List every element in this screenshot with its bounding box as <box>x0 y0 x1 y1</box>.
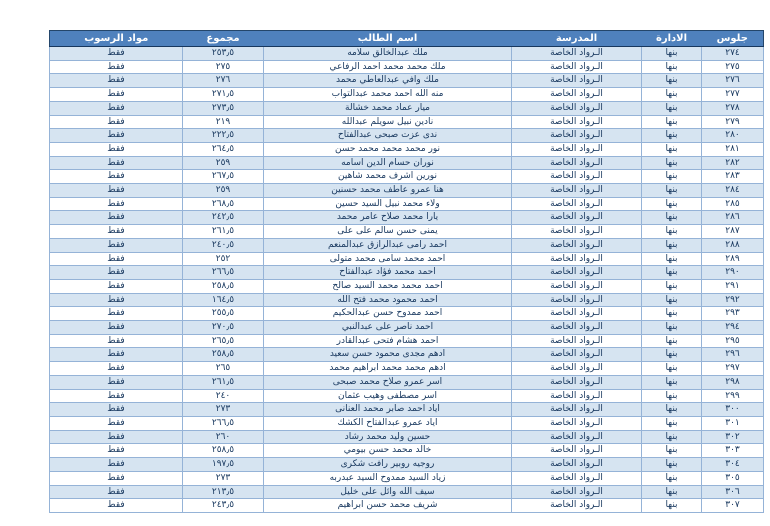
column-header-fail: مواد الرسوب <box>50 31 183 47</box>
cell-fail-subjects: فقط <box>50 47 183 61</box>
cell-total-score: ١٦٤٫٥ <box>183 293 264 307</box>
table-row <box>50 197 764 211</box>
cell-administration: بنها <box>642 485 702 499</box>
cell-school: الـرواد الخاصة <box>512 334 642 348</box>
column-header-school: المدرسة <box>512 31 642 47</box>
table-row <box>50 142 764 156</box>
cell-fail-subjects: فقط <box>50 266 183 280</box>
cell-student-name: احمد ممدوح حسن عبدالحكيم <box>264 307 512 321</box>
column-header-admin: الادارة <box>642 31 702 47</box>
cell-seat-number: ٣٠١ <box>702 416 764 430</box>
table-row <box>50 238 764 252</box>
cell-seat-number: ٢٩٢ <box>702 293 764 307</box>
results-sheet <box>49 30 764 513</box>
cell-seat-number: ٢٨٧ <box>702 225 764 239</box>
cell-seat-number: ٢٩٩ <box>702 389 764 403</box>
cell-fail-subjects: فقط <box>50 101 183 115</box>
table-row <box>50 416 764 430</box>
table-row <box>50 321 764 335</box>
cell-seat-number: ٢٧٤ <box>702 47 764 61</box>
cell-total-score: ٢٧٣٫٥ <box>183 101 264 115</box>
table-row <box>50 471 764 485</box>
cell-fail-subjects: فقط <box>50 485 183 499</box>
cell-seat-number: ٢٩٨ <box>702 375 764 389</box>
cell-fail-subjects: فقط <box>50 348 183 362</box>
cell-student-name: احمد محمود محمد فتح الله <box>264 293 512 307</box>
cell-administration: بنها <box>642 88 702 102</box>
cell-total-score: ٢١٣٫٥ <box>183 485 264 499</box>
cell-seat-number: ٢٨٩ <box>702 252 764 266</box>
cell-school: الـرواد الخاصة <box>512 88 642 102</box>
cell-student-name: نوران حسام الدين اسامه <box>264 156 512 170</box>
cell-administration: بنها <box>642 334 702 348</box>
cell-school: الـرواد الخاصة <box>512 362 642 376</box>
cell-student-name: ندى عزت صبحى عبدالفتاح <box>264 129 512 143</box>
cell-total-score: ٢٥٩ <box>183 156 264 170</box>
cell-seat-number: ٢٩٠ <box>702 266 764 280</box>
cell-administration: بنها <box>642 156 702 170</box>
cell-school: الـرواد الخاصة <box>512 444 642 458</box>
cell-school: الـرواد الخاصة <box>512 101 642 115</box>
cell-student-name: احمد محمد سامى محمد متولى <box>264 252 512 266</box>
cell-seat-number: ٢٩٦ <box>702 348 764 362</box>
cell-total-score: ٢٦٦٫٥ <box>183 416 264 430</box>
cell-administration: بنها <box>642 60 702 74</box>
cell-school: الـرواد الخاصة <box>512 156 642 170</box>
cell-total-score: ٢٤٠٫٥ <box>183 238 264 252</box>
cell-administration: بنها <box>642 307 702 321</box>
cell-seat-number: ٣٠٠ <box>702 403 764 417</box>
cell-total-score: ٢٦٥ <box>183 362 264 376</box>
cell-student-name: شريف محمد حسن ابراهيم <box>264 499 512 513</box>
cell-school: الـرواد الخاصة <box>512 389 642 403</box>
cell-administration: بنها <box>642 416 702 430</box>
table-row <box>50 334 764 348</box>
cell-administration: بنها <box>642 403 702 417</box>
cell-total-score: ١٩٧٫٥ <box>183 458 264 472</box>
cell-fail-subjects: فقط <box>50 88 183 102</box>
cell-school: الـرواد الخاصة <box>512 430 642 444</box>
cell-student-name: احمد رامى عبدالرازق عبدالمنعم <box>264 238 512 252</box>
cell-seat-number: ٢٧٩ <box>702 115 764 129</box>
cell-school: الـرواد الخاصة <box>512 416 642 430</box>
cell-seat-number: ٣٠٤ <box>702 458 764 472</box>
cell-administration: بنها <box>642 266 702 280</box>
cell-administration: بنها <box>642 211 702 225</box>
cell-fail-subjects: فقط <box>50 225 183 239</box>
cell-total-score: ٢٧٠٫٥ <box>183 321 264 335</box>
cell-student-name: زياد السيد ممدوح السيد عبدربه <box>264 471 512 485</box>
cell-seat-number: ٢٧٧ <box>702 88 764 102</box>
cell-total-score: ٢٦٧٫٥ <box>183 170 264 184</box>
cell-seat-number: ٣٠٣ <box>702 444 764 458</box>
table-row <box>50 499 764 513</box>
table-row <box>50 403 764 417</box>
cell-seat-number: ٢٨٤ <box>702 184 764 198</box>
cell-student-name: احمد ناصر على عبدالنبي <box>264 321 512 335</box>
cell-student-name: سيف الله وائل على خليل <box>264 485 512 499</box>
cell-student-name: يمنى حسن سالم على على <box>264 225 512 239</box>
cell-student-name: احمد محمد فؤاد عبدالفتاح <box>264 266 512 280</box>
cell-fail-subjects: فقط <box>50 279 183 293</box>
table-row <box>50 115 764 129</box>
cell-total-score: ٢٧٣ <box>183 403 264 417</box>
results-table-header <box>50 31 764 47</box>
table-row <box>50 444 764 458</box>
cell-total-score: ٢٥٥٫٥ <box>183 307 264 321</box>
cell-school: الـرواد الخاصة <box>512 485 642 499</box>
cell-student-name: ملك وافي عبدالعاطي محمد <box>264 74 512 88</box>
table-row <box>50 307 764 321</box>
cell-student-name: اياد احمد صابر محمد العنانى <box>264 403 512 417</box>
cell-administration: بنها <box>642 115 702 129</box>
cell-administration: بنها <box>642 170 702 184</box>
cell-seat-number: ٢٨١ <box>702 142 764 156</box>
cell-total-score: ٢٧١٫٥ <box>183 88 264 102</box>
table-row <box>50 293 764 307</box>
cell-total-score: ٢٦٤٫٥ <box>183 142 264 156</box>
cell-administration: بنها <box>642 458 702 472</box>
cell-student-name: نور محمد محمد محمد حسن <box>264 142 512 156</box>
cell-school: الـرواد الخاصة <box>512 47 642 61</box>
table-row <box>50 88 764 102</box>
cell-fail-subjects: فقط <box>50 334 183 348</box>
table-row <box>50 458 764 472</box>
table-row <box>50 252 764 266</box>
cell-total-score: ٢٧٥ <box>183 60 264 74</box>
cell-administration: بنها <box>642 279 702 293</box>
table-row <box>50 225 764 239</box>
table-row <box>50 485 764 499</box>
cell-seat-number: ٢٨٨ <box>702 238 764 252</box>
cell-total-score: ٢٤٣٫٥ <box>183 499 264 513</box>
cell-school: الـرواد الخاصة <box>512 307 642 321</box>
table-row <box>50 266 764 280</box>
cell-school: الـرواد الخاصة <box>512 211 642 225</box>
cell-school: الـرواد الخاصة <box>512 252 642 266</box>
cell-fail-subjects: فقط <box>50 129 183 143</box>
cell-administration: بنها <box>642 184 702 198</box>
cell-student-name: ولاء محمد نبيل السيد حسين <box>264 197 512 211</box>
cell-total-score: ٢٤٠ <box>183 389 264 403</box>
cell-student-name: نادين نبيل سويلم عبدالله <box>264 115 512 129</box>
cell-student-name: هنا عمرو عاطف محمد حسنين <box>264 184 512 198</box>
table-row <box>50 362 764 376</box>
table-row <box>50 156 764 170</box>
table-row <box>50 430 764 444</box>
cell-school: الـرواد الخاصة <box>512 170 642 184</box>
cell-student-name: اسر مصطفى وهيب عثمان <box>264 389 512 403</box>
cell-student-name: حسين وليد محمد رشاد <box>264 430 512 444</box>
cell-student-name: ميار عماد محمد خشالة <box>264 101 512 115</box>
cell-school: الـرواد الخاصة <box>512 184 642 198</box>
cell-fail-subjects: فقط <box>50 170 183 184</box>
cell-school: الـرواد الخاصة <box>512 142 642 156</box>
cell-fail-subjects: فقط <box>50 471 183 485</box>
cell-total-score: ٢٥٩ <box>183 184 264 198</box>
column-header-seat: جلوس <box>702 31 764 47</box>
cell-total-score: ٢٥٨٫٥ <box>183 444 264 458</box>
cell-school: الـرواد الخاصة <box>512 60 642 74</box>
cell-school: الـرواد الخاصة <box>512 471 642 485</box>
cell-fail-subjects: فقط <box>50 293 183 307</box>
cell-fail-subjects: فقط <box>50 403 183 417</box>
cell-seat-number: ٣٠٢ <box>702 430 764 444</box>
cell-administration: بنها <box>642 252 702 266</box>
cell-total-score: ٢٦١٫٥ <box>183 375 264 389</box>
cell-fail-subjects: فقط <box>50 60 183 74</box>
cell-seat-number: ٢٨٢ <box>702 156 764 170</box>
cell-total-score: ٢٥٣٫٥ <box>183 47 264 61</box>
cell-administration: بنها <box>642 74 702 88</box>
cell-fail-subjects: فقط <box>50 307 183 321</box>
cell-total-score: ٢٥٢ <box>183 252 264 266</box>
cell-seat-number: ٢٧٥ <box>702 60 764 74</box>
table-row <box>50 60 764 74</box>
cell-fail-subjects: فقط <box>50 321 183 335</box>
cell-fail-subjects: فقط <box>50 444 183 458</box>
cell-fail-subjects: فقط <box>50 499 183 513</box>
cell-school: الـرواد الخاصة <box>512 129 642 143</box>
cell-student-name: منه الله احمد محمد عبدالتواب <box>264 88 512 102</box>
cell-school: الـرواد الخاصة <box>512 348 642 362</box>
cell-fail-subjects: فقط <box>50 362 183 376</box>
cell-seat-number: ٢٩٧ <box>702 362 764 376</box>
cell-student-name: ملك عبدالخالق سلامه <box>264 47 512 61</box>
cell-administration: بنها <box>642 197 702 211</box>
cell-seat-number: ٢٨٥ <box>702 197 764 211</box>
table-row <box>50 279 764 293</box>
cell-fail-subjects: فقط <box>50 252 183 266</box>
header-row <box>50 31 764 47</box>
cell-administration: بنها <box>642 362 702 376</box>
cell-fail-subjects: فقط <box>50 430 183 444</box>
cell-school: الـرواد الخاصة <box>512 375 642 389</box>
cell-student-name: احمد هشام فتحى عبدالقادر <box>264 334 512 348</box>
cell-fail-subjects: فقط <box>50 375 183 389</box>
cell-total-score: ٢٤٢٫٥ <box>183 211 264 225</box>
cell-administration: بنها <box>642 471 702 485</box>
cell-seat-number: ٣٠٥ <box>702 471 764 485</box>
cell-fail-subjects: فقط <box>50 115 183 129</box>
cell-administration: بنها <box>642 321 702 335</box>
cell-fail-subjects: فقط <box>50 238 183 252</box>
table-row <box>50 184 764 198</box>
cell-seat-number: ٢٨٦ <box>702 211 764 225</box>
cell-fail-subjects: فقط <box>50 184 183 198</box>
cell-administration: بنها <box>642 225 702 239</box>
cell-administration: بنها <box>642 47 702 61</box>
cell-seat-number: ٢٩٣ <box>702 307 764 321</box>
cell-administration: بنها <box>642 499 702 513</box>
cell-fail-subjects: فقط <box>50 458 183 472</box>
cell-seat-number: ٢٩٥ <box>702 334 764 348</box>
cell-school: الـرواد الخاصة <box>512 403 642 417</box>
cell-total-score: ٢٦١٫٥ <box>183 225 264 239</box>
cell-administration: بنها <box>642 142 702 156</box>
cell-total-score: ٢٦٥٫٥ <box>183 334 264 348</box>
table-row <box>50 101 764 115</box>
cell-school: الـرواد الخاصة <box>512 197 642 211</box>
cell-school: الـرواد الخاصة <box>512 293 642 307</box>
cell-total-score: ٢٧٦ <box>183 74 264 88</box>
table-row <box>50 389 764 403</box>
cell-school: الـرواد الخاصة <box>512 115 642 129</box>
cell-school: الـرواد الخاصة <box>512 74 642 88</box>
cell-student-name: اسر عمرو صلاح محمد صبحى <box>264 375 512 389</box>
table-row <box>50 348 764 362</box>
cell-student-name: ملك محمد محمد احمد الرفاعي <box>264 60 512 74</box>
cell-student-name: ادهم محمد محمد ابراهيم محمد <box>264 362 512 376</box>
table-row <box>50 211 764 225</box>
cell-student-name: نورين اشرف محمد شاهين <box>264 170 512 184</box>
cell-fail-subjects: فقط <box>50 389 183 403</box>
cell-total-score: ٢٧٣ <box>183 471 264 485</box>
cell-school: الـرواد الخاصة <box>512 499 642 513</box>
cell-administration: بنها <box>642 430 702 444</box>
column-header-name: اسم الطالب <box>264 31 512 47</box>
cell-total-score: ٢٥٨٫٥ <box>183 279 264 293</box>
cell-student-name: ادهم مجدى محمود حسن سعيد <box>264 348 512 362</box>
cell-fail-subjects: فقط <box>50 416 183 430</box>
cell-seat-number: ٢٧٨ <box>702 101 764 115</box>
cell-student-name: اياد عمرو عبدالفتاح الكشك <box>264 416 512 430</box>
cell-seat-number: ٢٨٠ <box>702 129 764 143</box>
cell-total-score: ٢٢٢٫٥ <box>183 129 264 143</box>
cell-school: الـرواد الخاصة <box>512 458 642 472</box>
results-table-body <box>50 47 764 513</box>
cell-school: الـرواد الخاصة <box>512 266 642 280</box>
cell-seat-number: ٢٨٣ <box>702 170 764 184</box>
cell-seat-number: ٢٧٦ <box>702 74 764 88</box>
cell-administration: بنها <box>642 444 702 458</box>
cell-administration: بنها <box>642 293 702 307</box>
cell-school: الـرواد الخاصة <box>512 279 642 293</box>
cell-administration: بنها <box>642 389 702 403</box>
cell-student-name: احمد محمد محمد السيد صالح <box>264 279 512 293</box>
cell-student-name: يارا محمد صلاح عامر محمد <box>264 211 512 225</box>
cell-total-score: ٢٦٦٫٥ <box>183 266 264 280</box>
cell-total-score: ٢٦٨٫٥ <box>183 197 264 211</box>
table-row <box>50 170 764 184</box>
cell-total-score: ٢٦٠ <box>183 430 264 444</box>
cell-school: الـرواد الخاصة <box>512 225 642 239</box>
cell-total-score: ٢١٩ <box>183 115 264 129</box>
cell-total-score: ٢٥٨٫٥ <box>183 348 264 362</box>
cell-administration: بنها <box>642 348 702 362</box>
results-table <box>49 30 764 513</box>
cell-student-name: روجيه روبير رافت شكرى <box>264 458 512 472</box>
cell-school: الـرواد الخاصة <box>512 238 642 252</box>
cell-fail-subjects: فقط <box>50 156 183 170</box>
cell-school: الـرواد الخاصة <box>512 321 642 335</box>
cell-seat-number: ٢٩٤ <box>702 321 764 335</box>
cell-administration: بنها <box>642 375 702 389</box>
cell-administration: بنها <box>642 101 702 115</box>
cell-seat-number: ٣٠٦ <box>702 485 764 499</box>
table-row <box>50 375 764 389</box>
cell-fail-subjects: فقط <box>50 197 183 211</box>
table-row <box>50 74 764 88</box>
cell-seat-number: ٢٩١ <box>702 279 764 293</box>
table-row <box>50 47 764 61</box>
cell-fail-subjects: فقط <box>50 74 183 88</box>
cell-seat-number: ٣٠٧ <box>702 499 764 513</box>
column-header-total: مجموع <box>183 31 264 47</box>
cell-administration: بنها <box>642 129 702 143</box>
cell-student-name: خالد محمد حسن بيومي <box>264 444 512 458</box>
cell-fail-subjects: فقط <box>50 142 183 156</box>
table-row <box>50 129 764 143</box>
cell-administration: بنها <box>642 238 702 252</box>
cell-fail-subjects: فقط <box>50 211 183 225</box>
